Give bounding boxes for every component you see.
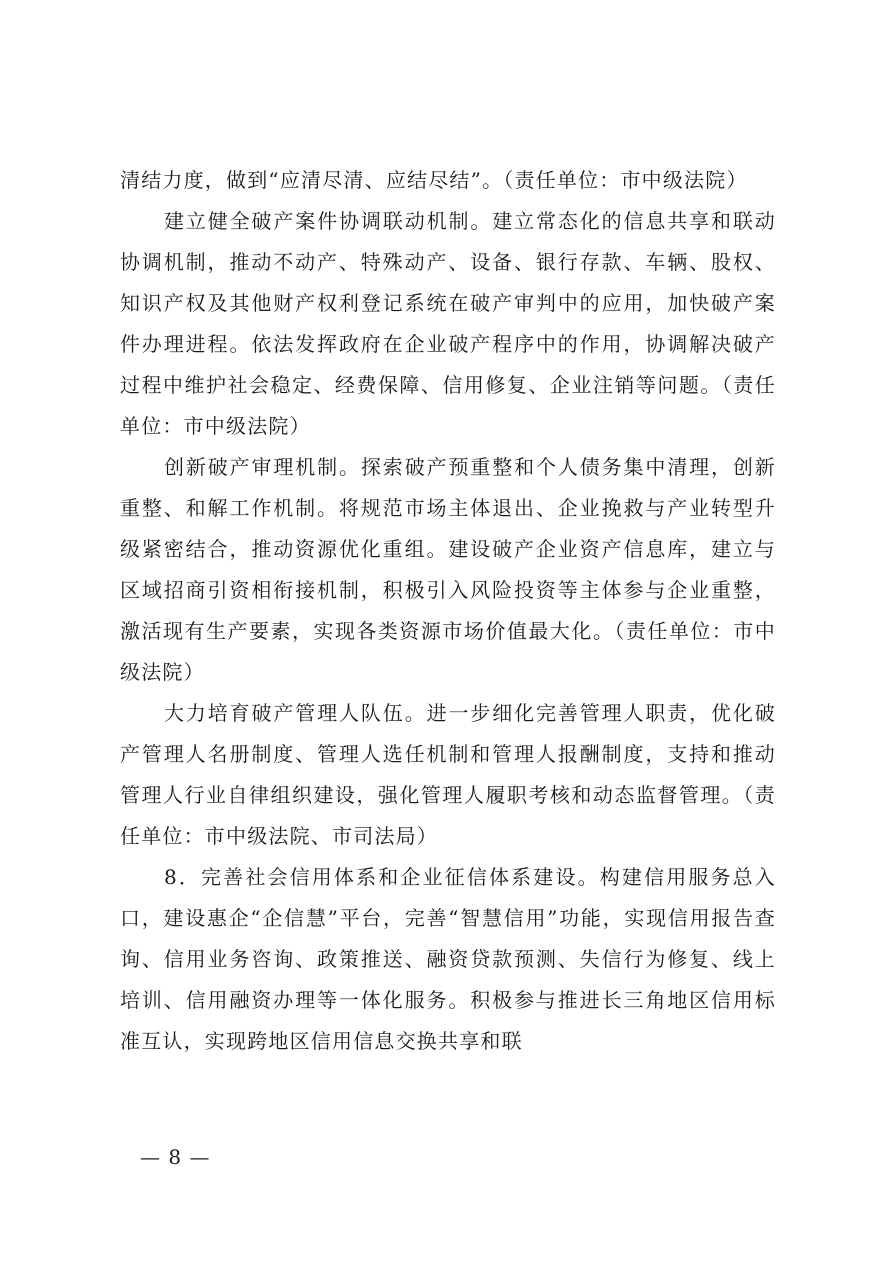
paragraph-bankruptcy-administrators: 大力培育破产管理人队伍。进一步细化完善管理人职责，优化破产管理人名册制度、管理人选任机制和管理人报酬制度，支持和推动管理人行业自律组织建设，强化管理人履职考核和动态监督管理。（责任单位：市中级法院、市司法局） <box>120 701 776 848</box>
paragraph-bankruptcy-trial-mechanism: 创新破产审理机制。探索破产预重整和个人债务集中清理，创新重整、和解工作机制。将规范市场主体退出、企业挽救与产业转型升级紧密结合，推动资源优化重组。建设破产企业资产信息库，建立与区域招商引资相衔接机制，积极引入风险投资等主体参与企业重整，激活现有生产要素，实现各类资源市场价值最大化。（责任单位：市中级法院） <box>120 455 776 684</box>
document-body <box>120 160 776 1062</box>
paragraph-bankruptcy-coordination: 建立健全破产案件协调联动机制。建立常态化的信息共享和联动协调机制，推动不动产、特殊动产、设备、银行存款、车辆、股权、知识产权及其他财产权利登记系统在破产审判中的应用，加快破产案件办理进程。依法发挥政府在企业破产程序中的作用，协调解决破产过程中维护社会稳定、经费保障、信用修复、企业注销等问题。（责任单位：市中级法院） <box>120 209 776 438</box>
paragraph-continuation: 清结力度，做到“应清尽清、应结尽结”。（责任单位：市中级法院） <box>120 168 748 192</box>
paragraph-credit-system: 8．完善社会信用体系和企业征信体系建设。构建信用服务总入口，建设惠企“企信慧”平台，完善“智慧信用”功能，实现信用报告查询、信用业务咨询、政策推送、融资贷款预测、失信行为修复、线上培训、信用融资办理等一体化服务。积极参与推进长三角地区信用标准互认，实现跨地区信用信息交换共享和联 <box>120 865 776 1053</box>
page-number: — 8 — <box>140 1145 211 1169</box>
